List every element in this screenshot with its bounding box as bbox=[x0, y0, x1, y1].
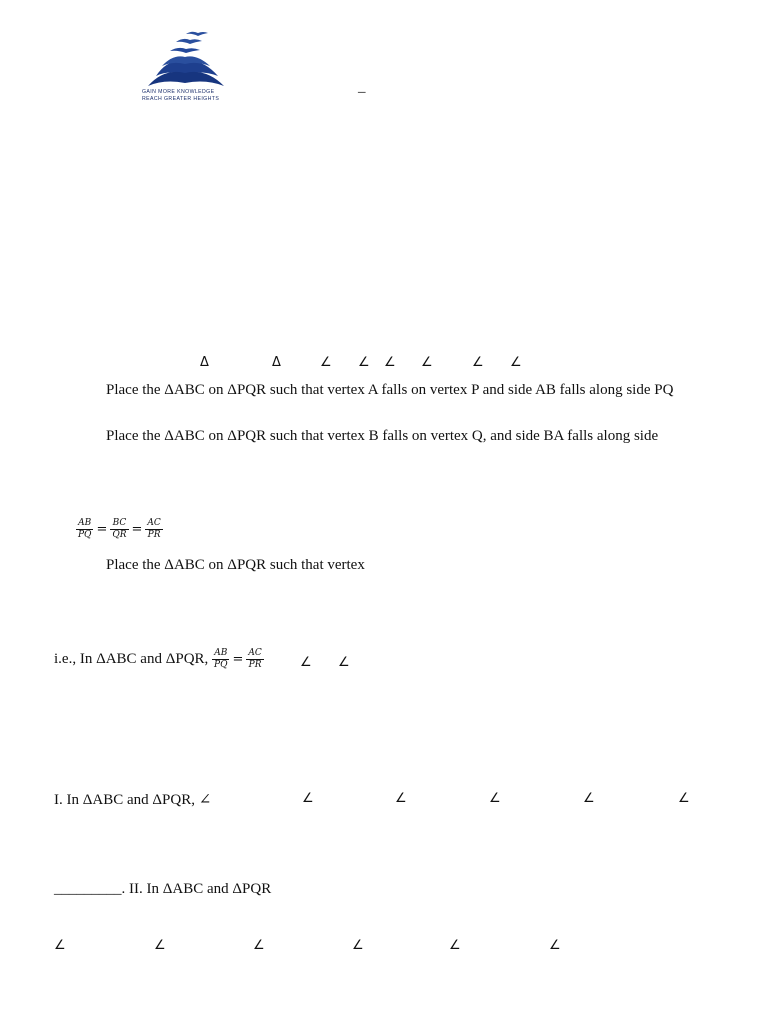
step-1-text: Place the ΔABC on ΔPQR such that vertex A falls on vertex P and side AB falls along side PQ bbox=[106, 382, 674, 398]
part-1-angle-1: ∠ bbox=[302, 791, 314, 806]
angle-symbol-6: ∠ bbox=[510, 355, 522, 370]
angle-symbol-4: ∠ bbox=[421, 355, 433, 370]
bottom-angle-6: ∠ bbox=[549, 938, 561, 953]
logo-tagline-2: REACH GREATER HEIGHTS bbox=[142, 96, 220, 102]
part-1-angle-4: ∠ bbox=[583, 791, 595, 806]
bottom-angle-4: ∠ bbox=[352, 938, 364, 953]
ie-prefix: i.e., In ΔABC and ΔPQR, bbox=[54, 651, 209, 667]
step-3-text: Place the ΔABC on ΔPQR such that vertex bbox=[106, 557, 365, 573]
ie-angle-1: ∠ bbox=[300, 655, 312, 670]
ie-angle-2: ∠ bbox=[338, 655, 350, 670]
bottom-angle-5: ∠ bbox=[449, 938, 461, 953]
logo-graphic bbox=[140, 28, 230, 90]
fraction-ac-pr-2: $\frac{AC}{PR}$ bbox=[248, 648, 262, 670]
part-2-text: _________. II. In ΔABC and ΔPQR bbox=[54, 881, 272, 897]
fraction-bc-qr: $\frac{BC}{QR}$ bbox=[112, 518, 127, 540]
fraction-ab-pq-2: $\frac{AB}{PQ}$ bbox=[214, 648, 228, 670]
angle-symbol-3: ∠ bbox=[384, 355, 396, 370]
logo-tagline-1: GAIN MORE KNOWLEDGE bbox=[142, 89, 215, 95]
part-1-angle-2: ∠ bbox=[395, 791, 407, 806]
fraction-ab-pq: $\frac{AB}{PQ}$ bbox=[78, 518, 92, 540]
part-1-angle-5: ∠ bbox=[678, 791, 690, 806]
angle-symbol-1: ∠ bbox=[320, 355, 332, 370]
ie-line: i.e., In ΔABC and ΔPQR, $\frac{AB}{PQ}$ = $\frac{AC}{PR}$ bbox=[54, 648, 262, 670]
logo bbox=[140, 28, 230, 106]
angle-symbol-2: ∠ bbox=[358, 355, 370, 370]
angle-symbol-5: ∠ bbox=[472, 355, 484, 370]
bottom-angle-1: ∠ bbox=[54, 938, 66, 953]
part-1-text: I. In ΔABC and ΔPQR, ∠ bbox=[54, 792, 212, 808]
fraction-ac-pr: $\frac{AC}{PR}$ bbox=[147, 518, 161, 540]
bottom-angle-3: ∠ bbox=[253, 938, 265, 953]
delta-symbol-1: Δ bbox=[200, 355, 209, 370]
bottom-angle-2: ∠ bbox=[154, 938, 166, 953]
ratio-equation: $\frac{AB}{PQ}$ = $\frac{BC}{QR}$ = $\frac{AC}{PR}$ bbox=[78, 518, 161, 540]
header-dash: – bbox=[358, 84, 366, 100]
part-1-angle-3: ∠ bbox=[489, 791, 501, 806]
delta-symbol-2: Δ bbox=[272, 355, 281, 370]
step-2-text: Place the ΔABC on ΔPQR such that vertex B falls on vertex Q, and side BA falls along side bbox=[106, 428, 659, 444]
